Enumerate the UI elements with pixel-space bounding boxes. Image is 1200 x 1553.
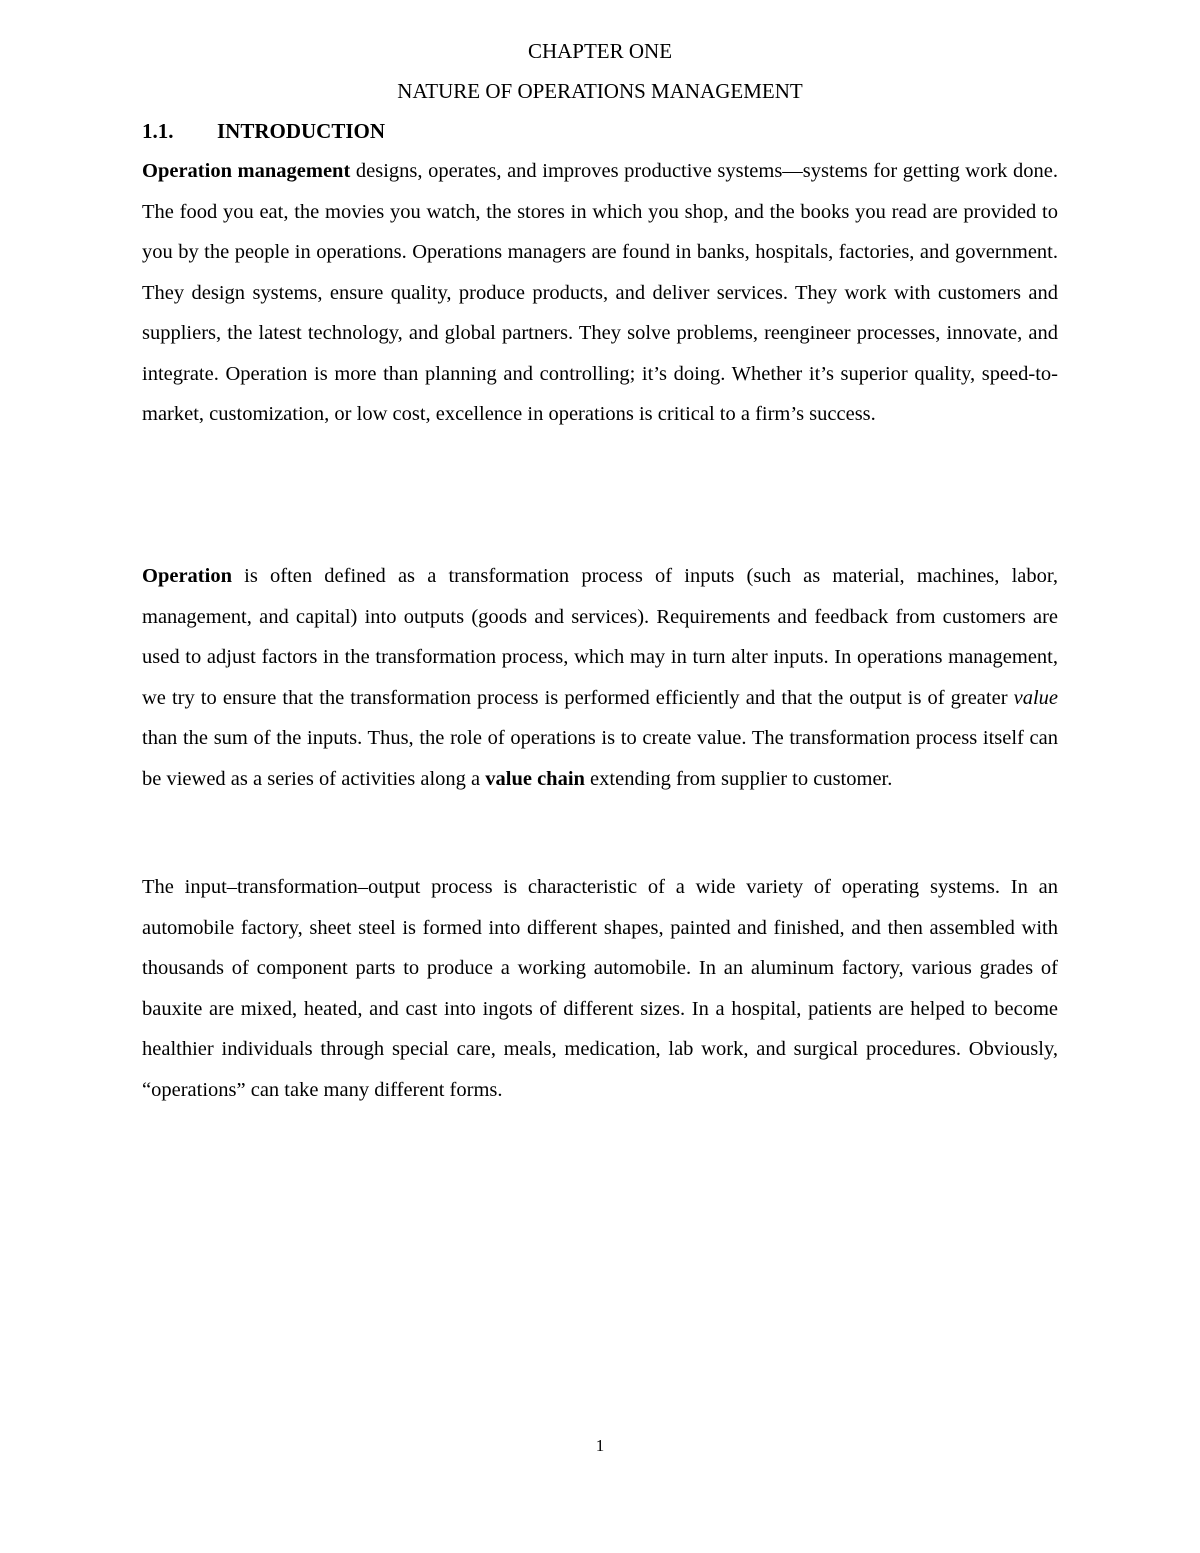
chapter-subtitle: NATURE OF OPERATIONS MANAGEMENT <box>397 79 803 103</box>
paragraph-operation-management <box>142 151 1058 435</box>
paragraph3-text: The input–transformation–output process is characteristic of a wide variety of operating systems. In an automobile factory, sheet steel is formed into different shapes, painted and finished, and then assembled with thousands of component parts to produce a working automobile. In an aluminum factory, various grades of bauxite are mixed, heated, and cast into ingots of different sizes. In a hospital, patients are helped to become healthier individuals through special care, meals, medication, lab work, and surgical procedures. Obviously, “operations” can take many different forms. <box>142 876 1058 1101</box>
paragraph2-text-b: than the sum of the inputs. Thus, the role of operations is to create value. The transformation process itself can be viewed as a series of activities along a <box>142 727 1058 790</box>
section-heading <box>142 118 385 144</box>
term-operation-management: Operation management <box>142 160 351 182</box>
section-number: 1.1. <box>142 119 174 143</box>
paragraph2-text-c: extending from supplier to customer. <box>584 767 893 790</box>
paragraph2-text-a: is often defined as a transformation process of inputs (such as material, machines, labor, management, and capital) into outputs (goods and services). Requirements and feedback from customers are used to adjust factors in the transformation process, which may in turn alter inputs. In operations management, we try to ensure that the transformation process is performed efficiently and that the output is of greater <box>142 565 1058 709</box>
term-value-chain: value chain <box>485 767 585 790</box>
page-number: 1 <box>595 1436 605 1455</box>
term-operation: Operation <box>142 565 232 587</box>
chapter-title: CHAPTER ONE <box>527 39 673 63</box>
paragraph-input-transformation-output <box>142 867 1058 1110</box>
emphasis-value: value <box>1013 686 1058 709</box>
paragraph-operation-definition <box>142 556 1058 799</box>
paragraph1-text: designs, operates, and improves productive systems—systems for getting work done. The food you eat, the movies you watch, the stores in which you shop, and the books you read are provided to you by the people in operations. Operations managers are found in banks, hospitals, factories, and government. They design systems, ensure quality, produce products, and deliver services. They work with customers and suppliers, the latest technology, and global partners. They solve problems, reengineer processes, innovate, and integrate. Operation is more than planning and controlling; it’s doing. Whether it’s superior quality, speed-to-market, customization, or low cost, excellence in operations is critical to a firm’s success. <box>142 160 1058 425</box>
section-title: INTRODUCTION <box>217 119 386 143</box>
